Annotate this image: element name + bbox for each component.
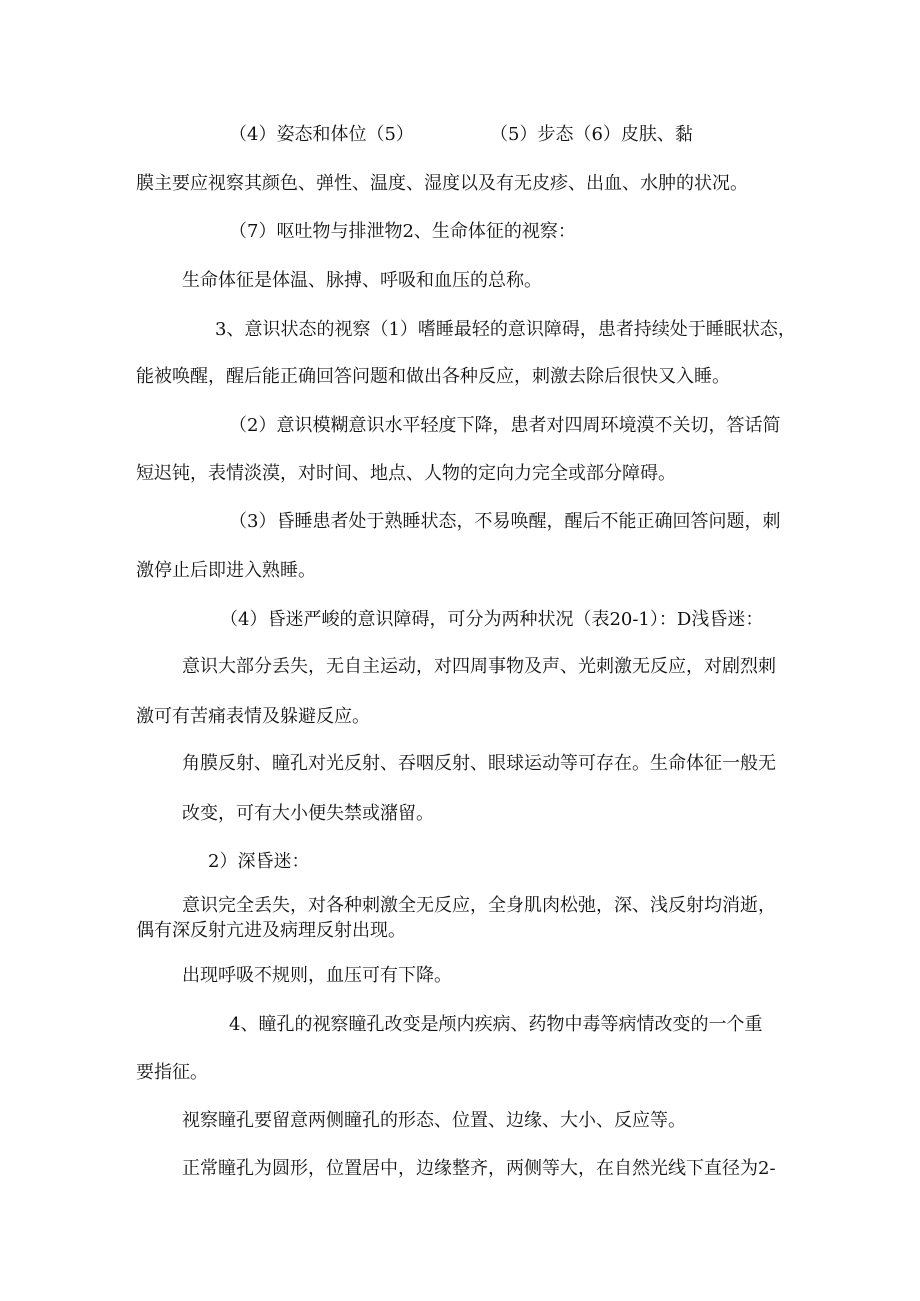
text-line: 出现呼吸不规则，血压可有下降。 (182, 965, 452, 986)
text-line: （7）呕吐物与排泄物2、生命体征的视察： (229, 221, 576, 242)
text-line: 2）深昏迷： (208, 851, 310, 872)
text-line: 激可有苦痛表情及躲避反应。 (136, 706, 370, 727)
text-line: 短迟钝，表情淡漠，对时间、地点、人物的定向力完全或部分障碍。 (136, 463, 676, 484)
text-line: 要指征。 (136, 1062, 208, 1083)
text-line: 4、瞳孔的视察瞳孔改变是颅内疾病、药物中毒等病情改变的一个重 (229, 1014, 763, 1035)
text-line: 角膜反射、瞳孔对光反射、吞咽反射、眼球运动等可存在。生命体征一般无 (182, 753, 776, 774)
text-line: 视察瞳孔要留意两侧瞳孔的形态、位置、边缘、大小、反应等。 (182, 1110, 686, 1131)
text-line: 改变，可有大小便失禁或潴留。 (182, 803, 434, 824)
text-line: 意识大部分丢失，无自主运动，对四周事物及声、光刺激无反应，对剧烈刺 (182, 656, 776, 677)
text-line: 意识完全丢失，对各种刺激全无反应，全身肌肉松弛，深、浅反射均消逝， (182, 895, 776, 916)
text-line: （4）姿态和体位（5） (229, 124, 414, 145)
text-line: （3）昏睡患者处于熟睡状态，不易唤醒，醒后不能正确回答问题，刺 (229, 511, 781, 532)
text-line: 偶有深反射亢进及病理反射出现。 (136, 920, 406, 941)
text-line: 膜主要应视察其颜色、弹性、温度、湿度以及有无皮疹、出血、水肿的状况。 (136, 173, 748, 194)
text-line: 能被唤醒，醒后能正确回答问题和做出各种反应，刺激去除后很快又入睡。 (136, 366, 730, 387)
text-line: 生命体征是体温、脉搏、呼吸和血压的总称。 (182, 270, 542, 291)
text-line: 正常瞳孔为圆形，位置居中，边缘整齐，两侧等大，在自然光线下直径为2- (182, 1158, 776, 1179)
text-line: （2）意识模糊意识水平轻度下降，患者对四周环境漠不关切，答话简 (229, 415, 781, 436)
text-line: （5）步态（6）皮肤、黏 (490, 124, 693, 145)
text-line: 3、意识状态的视察（1）嗜睡最轻的意识障碍，患者持续处于睡眠状态， (215, 319, 796, 340)
text-line: （4）昏迷严峻的意识障碍，可分为两种状况（表20-1）：D浅昏迷： (220, 609, 764, 630)
text-line: 激停止后即进入熟睡。 (136, 560, 316, 581)
